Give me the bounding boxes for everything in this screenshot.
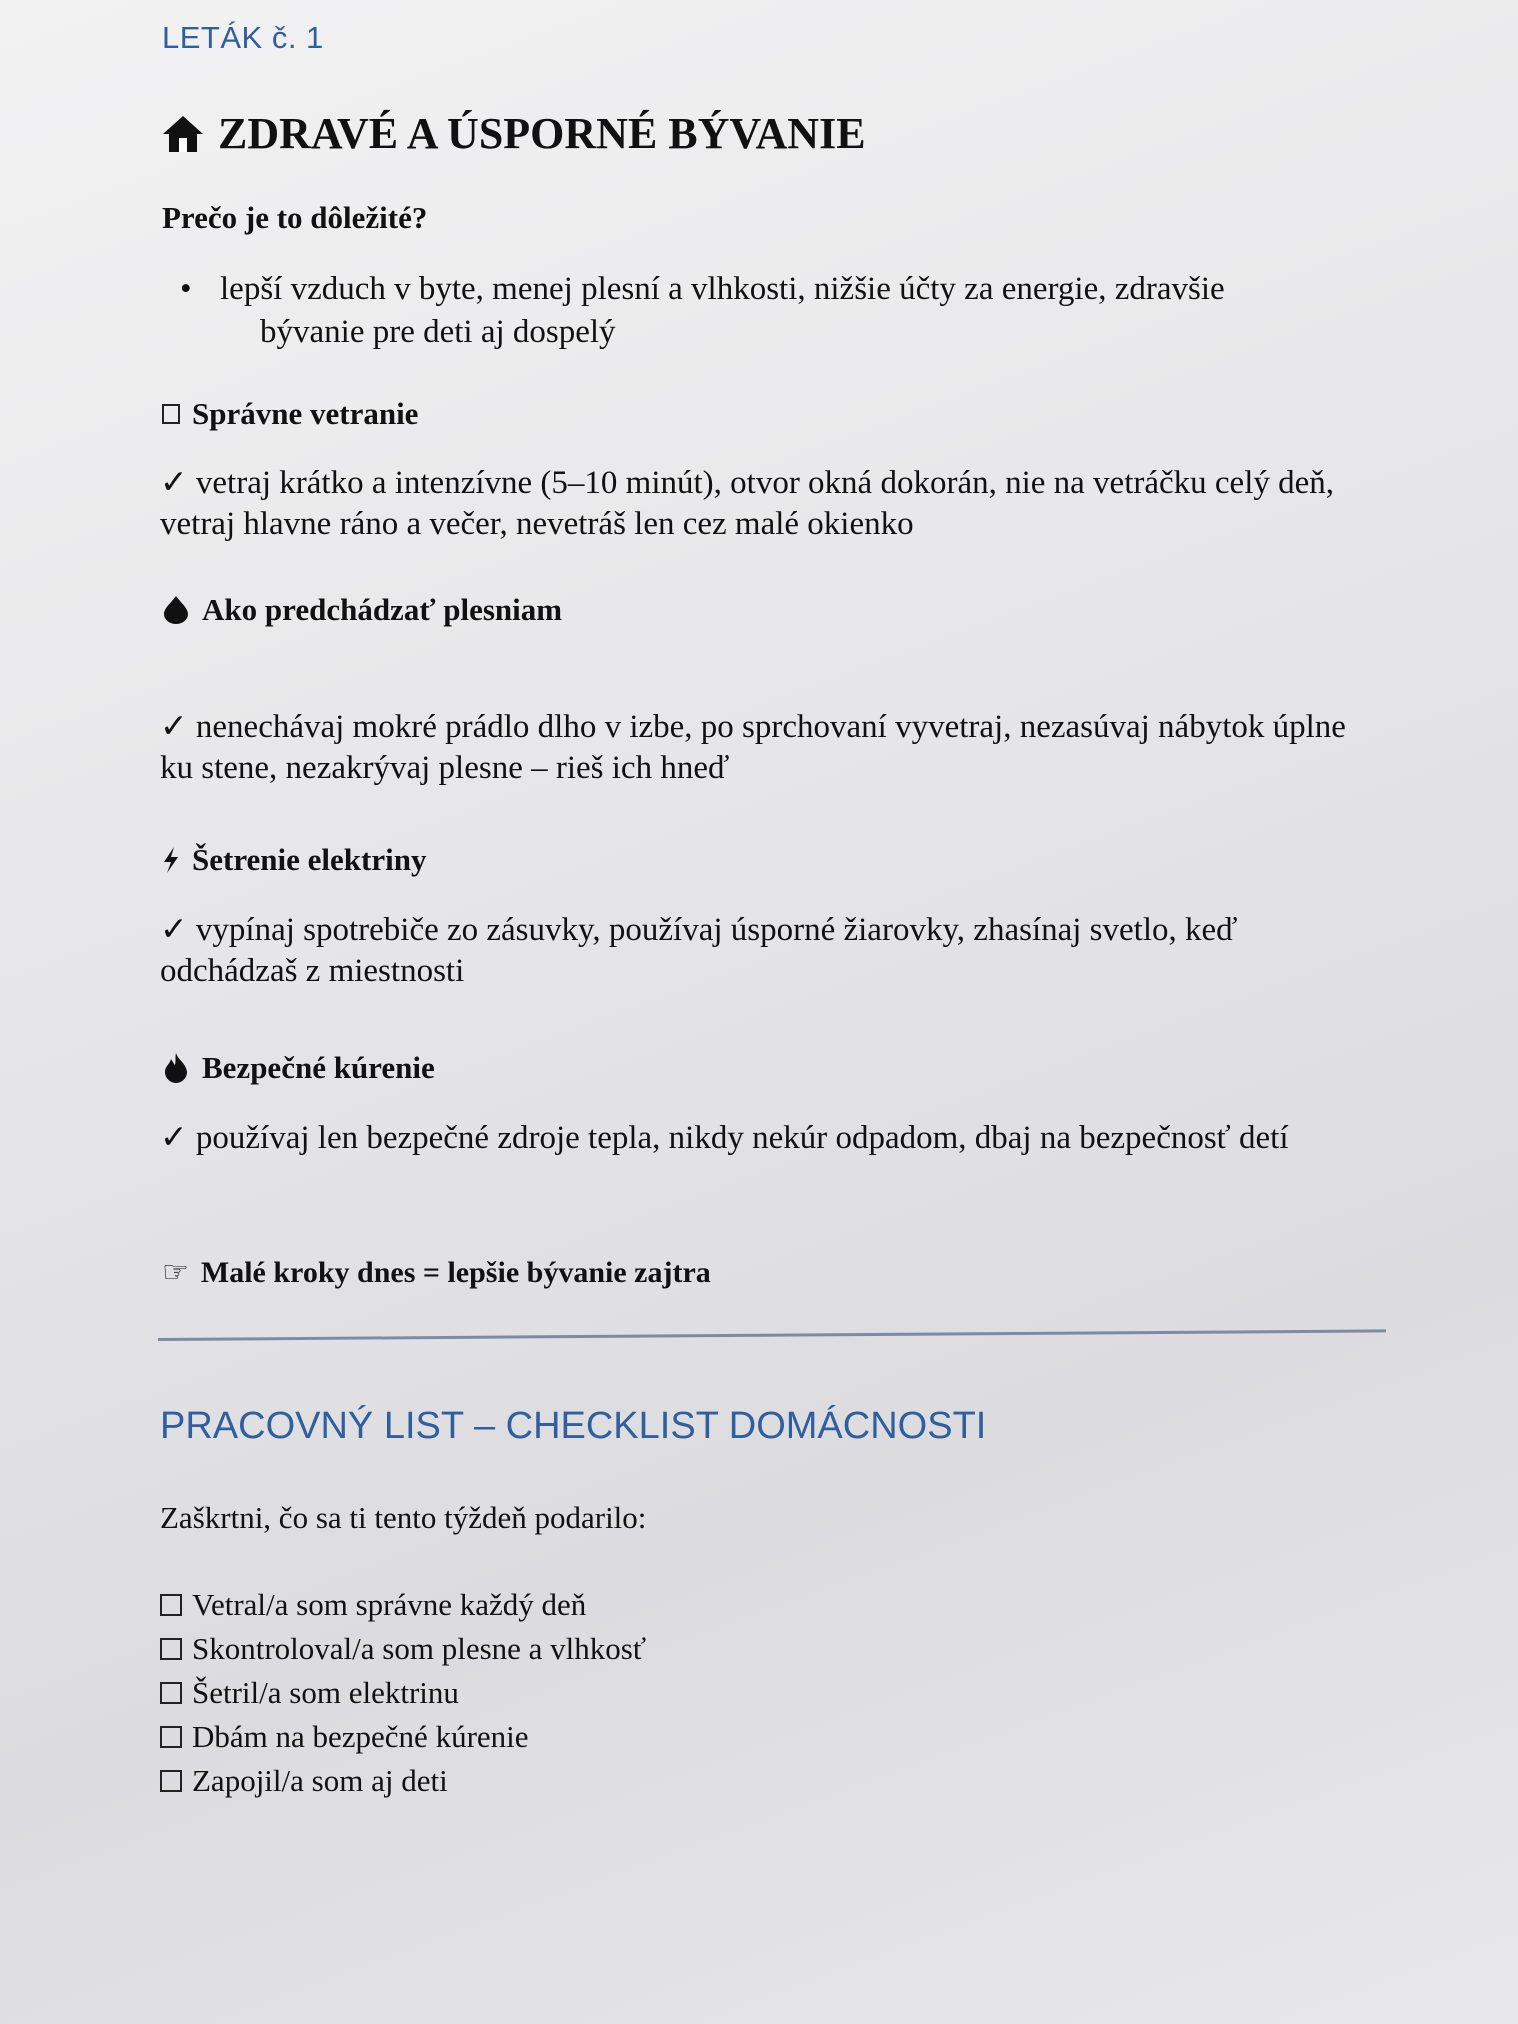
section-heading-ventilation <box>162 396 418 432</box>
house-icon <box>162 114 204 154</box>
main-title-text: ZDRAVÉ A ÚSPORNÉ BÝVANIE <box>218 109 866 158</box>
checkbox[interactable] <box>160 1682 182 1704</box>
worksheet-title: PRACOVNÝ LIST – CHECKLIST DOMÁCNOSTI <box>160 1405 987 1447</box>
checkbox[interactable] <box>160 1638 182 1660</box>
section-heading-text: Správne vetranie <box>192 396 419 431</box>
checklist-item-label: Šetril/a som elektrinu <box>192 1675 459 1710</box>
motto-text: Malé kroky dnes = lepšie bývanie zajtra <box>200 1255 711 1289</box>
checkbox[interactable] <box>160 1726 182 1748</box>
main-title <box>162 108 866 159</box>
checklist-item[interactable] <box>160 1627 646 1671</box>
why-bullet-line1: lepší vzduch v byte, menej plesní a vlhkosti, nižšie účty za energie, zdravšie <box>220 271 1225 307</box>
why-bullet <box>180 268 1350 354</box>
checklist-item-label: Vetral/a som správne každý deň <box>192 1587 587 1622</box>
drop-icon <box>162 595 190 625</box>
flame-icon <box>162 1052 190 1084</box>
section-heading-heating <box>162 1050 435 1086</box>
why-heading: Prečo je to dôležité? <box>162 200 428 235</box>
checklist-item[interactable] <box>160 1759 646 1803</box>
section-text-heating: ✓ používaj len bezpečné zdroje tepla, nikdy nekúr odpadom, dbaj na bezpečnosť detí <box>160 1120 1289 1156</box>
checklist-item-label: Zapojil/a som aj deti <box>192 1763 448 1798</box>
divider <box>158 1329 1386 1341</box>
checkbox[interactable] <box>160 1770 182 1792</box>
checkbox-icon <box>162 404 180 424</box>
section-text-ventilation: ✓ vetraj krátko a intenzívne (5–10 minút), otvor okná dokorán, nie na vetráčku celý deň, vetraj hlavne ráno a večer, nevetráš len cez malé okienko <box>160 465 1335 542</box>
pointing-hand-icon: ☞ <box>162 1255 189 1290</box>
checklist-item[interactable] <box>160 1671 646 1715</box>
lightning-icon <box>162 846 180 874</box>
why-bullet-line2: bývanie pre deti aj dospelý <box>260 314 616 350</box>
leaflet-label: LETÁK č. 1 <box>162 20 324 55</box>
checkbox[interactable] <box>160 1594 182 1616</box>
section-heading-text: Šetrenie elektriny <box>192 842 427 877</box>
section-heading-mold <box>162 592 562 628</box>
checklist-item-label: Dbám na bezpečné kúrenie <box>192 1719 529 1754</box>
checklist-item[interactable] <box>160 1715 646 1759</box>
section-heading-text: Bezpečné kúrenie <box>202 1050 435 1085</box>
checklist <box>160 1583 646 1803</box>
section-text-electricity: ✓ vypínaj spotrebiče zo zásuvky, používaj úsporné žiarovky, zhasínaj svetlo, keď odchádzaš z miestnosti <box>160 912 1238 989</box>
bullet-icon: • <box>180 271 192 307</box>
worksheet-intro: Zaškrtni, čo sa ti tento týždeň podarilo: <box>160 1500 647 1535</box>
checklist-item[interactable] <box>160 1583 646 1627</box>
checklist-item-label: Skontroloval/a som plesne a vlhkosť <box>192 1631 647 1666</box>
section-heading-text: Ako predchádzať plesniam <box>202 592 563 627</box>
motto <box>162 1255 711 1290</box>
section-text-mold: ✓ nenechávaj mokré prádlo dlho v izbe, po sprchovaní vyvetraj, nezasúvaj nábytok úplne ku stene, nezakrývaj plesne – rieš ich hneď <box>160 709 1346 786</box>
section-heading-electricity <box>162 842 426 878</box>
